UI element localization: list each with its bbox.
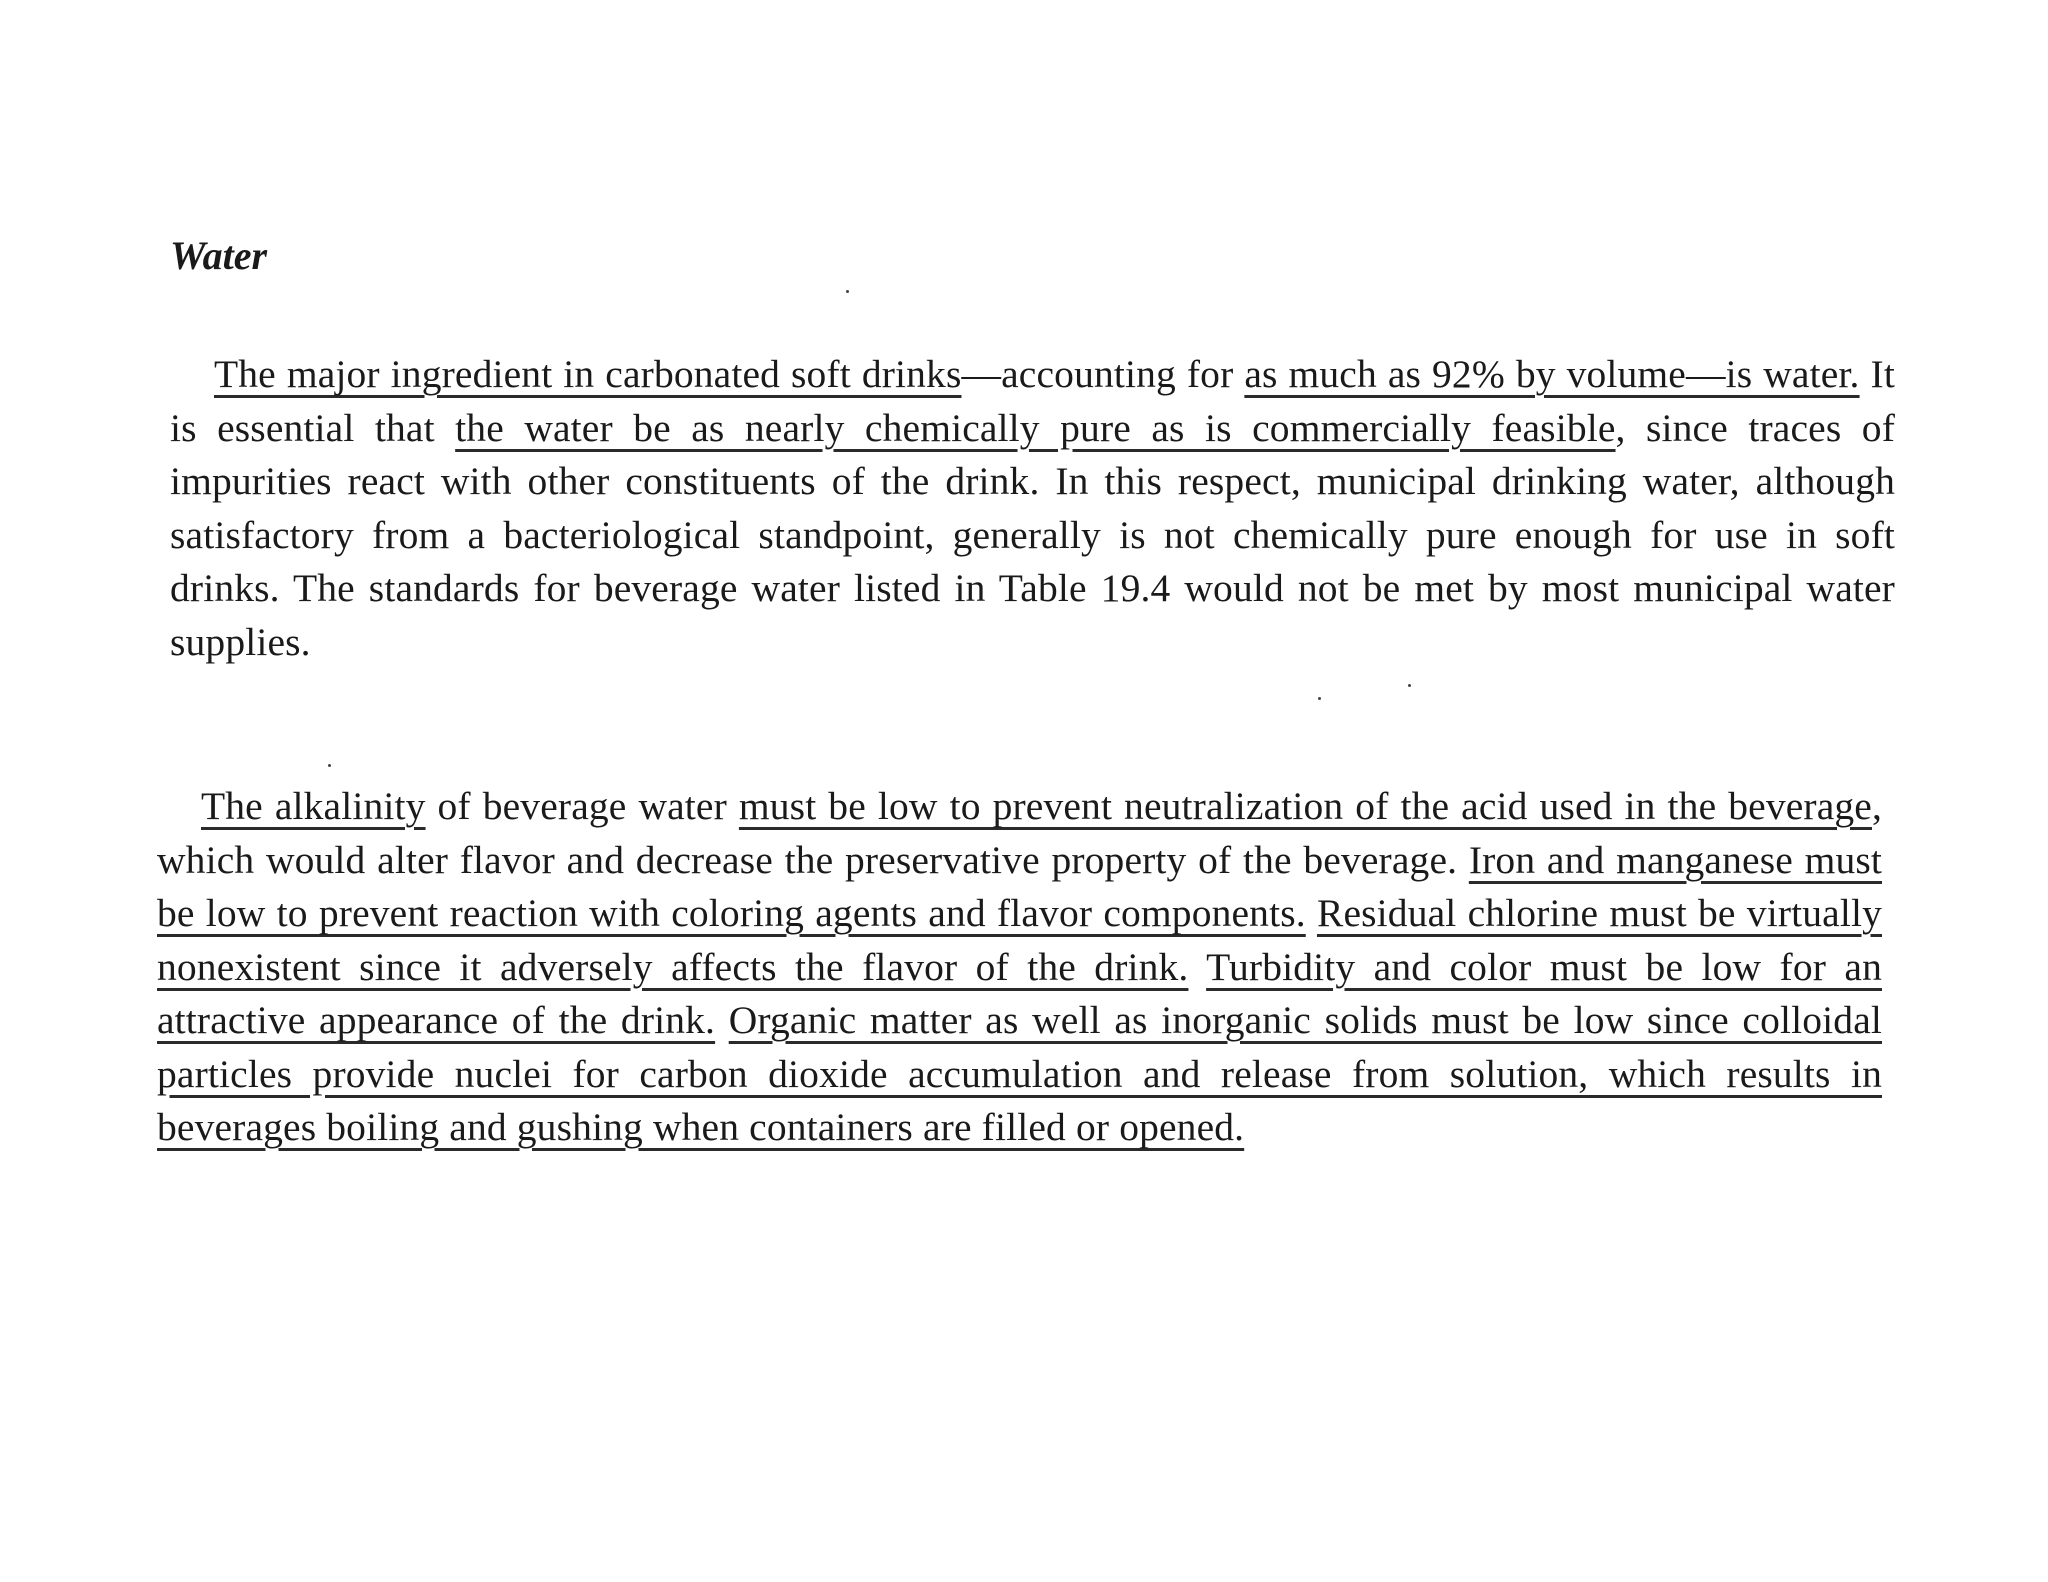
underlined-text: must be low to prevent neutralization of the acid used in the beverage [738,784,1872,828]
paragraph-2 [157,780,1882,1155]
underlined-text: the water be as nearly chemically pure as is commercially feasible [455,405,1616,450]
body-text: —accounting for [961,352,1245,396]
underlined-text: Turbidity and color must be low for an attractive appearance of the drink. [157,944,1882,1042]
underlined-text: The major ingredient in carbonated soft drinks [214,352,962,396]
scan-speck [328,764,331,767]
underlined-text: Organic matter as well as inorganic solids must be low since colloidal particles provide nuclei for carbon dioxide accumulation and release from solution, which results in beverages boiling and gushing when containers are filled or opened. [157,998,1882,1149]
paragraph-1 [170,348,1895,669]
body-text [715,998,729,1042]
scan-speck [846,290,849,293]
underlined-text: as much as 92% by volume—is water. [1244,352,1860,396]
underlined-text: Iron and manganese must be low to prevent reaction with coloring agents and flavor components. [157,837,1882,935]
body-text [1188,945,1206,989]
body-text: It is essential that [170,352,1895,450]
body-text: , since traces of impurities react with other constituents of the drink. In this respect, municipal drinking water, although satisfactory from a bacteriological standpoint, generally is not chemically pure enough for use in soft drinks. The standards for beverage water listed in Table 19.4 would not be met by most municipal water supplies. [170,405,1895,664]
body-text: of beverage water [425,784,739,828]
section-heading: Water [170,233,268,278]
scan-speck [1408,684,1411,687]
underlined-text: The alkalinity [201,784,426,828]
body-text: , which would alter flavor and decrease the preservative property of the beverage. [157,784,1883,882]
scan-speck [1318,697,1321,700]
body-text [1306,891,1317,935]
underlined-text: Residual chlorine must be virtually nonexistent since it adversely affects the flavor of the drink. [157,891,1882,989]
